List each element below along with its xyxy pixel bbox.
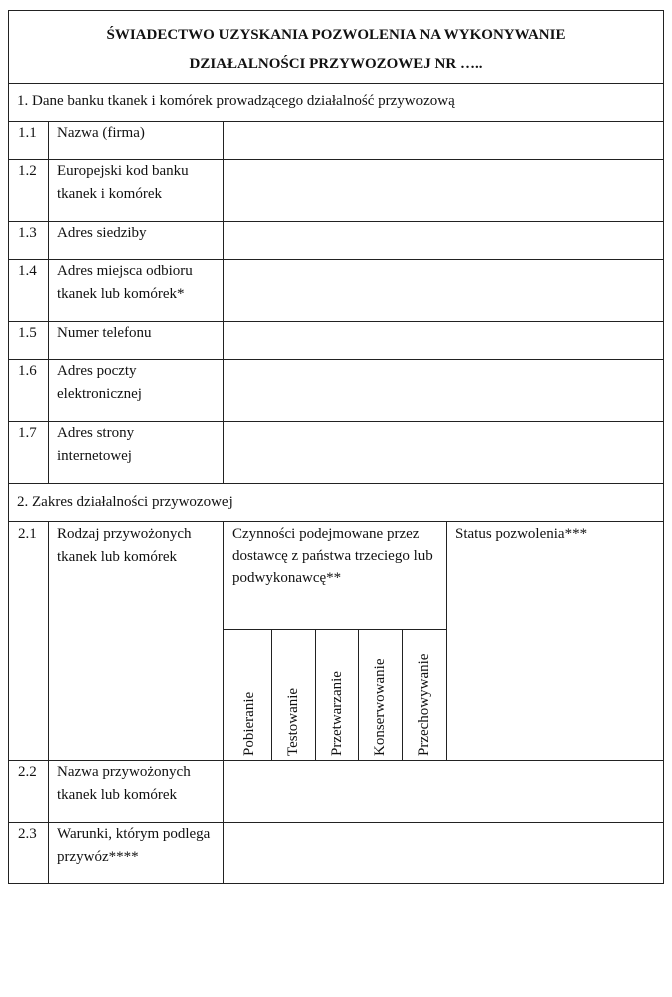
certificate-form [8,10,664,884]
column-divider [48,521,49,884]
row-number: 1.3 [18,225,37,241]
divider [224,629,447,630]
row-label: Numer telefonu [57,325,152,341]
column-divider [446,521,447,760]
activity-label: Testowanie [285,687,301,756]
row-label: Warunki, którym podlega przywóz**** [57,826,211,865]
row-label: Adres miejsca odbioru tkanek lub komórek* [57,263,193,302]
row-number: 2.3 [18,826,37,842]
activity-label: Pobieranie [241,691,257,756]
divider [9,483,663,484]
column-divider [315,629,316,760]
row-number: 1.5 [18,325,37,341]
row-label: Rodzaj przywożonych tkanek lub komórek [57,526,192,565]
row-number: 1.2 [18,163,37,179]
row-number: 2.2 [18,764,37,780]
row-label: Nazwa (firma) [57,125,145,141]
column-divider [48,121,49,483]
row-number: 1.6 [18,363,37,379]
section-2-heading: 2. Zakres działalności przywozowej [17,494,233,510]
column-divider [223,521,224,884]
activity-label: Przechowywanie [416,653,432,756]
status-header: Status pozwolenia*** [455,526,588,542]
row-number: 2.1 [18,526,37,542]
title-line-2: DZIAŁALNOŚCI PRZYWOZOWEJ NR ….. [189,56,483,72]
row-label: Adres strony internetowej [57,425,135,464]
activity-label: Przetwarzanie [329,671,345,756]
divider [9,83,663,84]
row-number: 1.7 [18,425,37,441]
document-title [9,21,663,79]
row-label: Europejski kod banku tkanek i komórek [57,163,189,202]
column-divider [271,629,272,760]
column-divider [402,629,403,760]
activity-label: Konserwowanie [372,658,388,756]
activities-header: Czynności podejmowane przez dostawcę z państwa trzeciego lub podwykonawcę** [232,526,433,586]
divider [9,521,663,522]
column-divider [223,121,224,483]
column-divider [358,629,359,760]
row-number: 1.4 [18,263,37,279]
row-number: 1.1 [18,125,37,141]
row-label: Nazwa przywożonych tkanek lub komórek [57,764,191,803]
row-label: Adres siedziby [57,225,147,241]
section-1-heading: 1. Dane banku tkanek i komórek prowadzącego działalność przywozową [17,93,455,109]
title-line-1: ŚWIADECTWO UZYSKANIA POZWOLENIA NA WYKONYWANIE [106,27,566,43]
row-label: Adres poczty elektronicznej [57,363,142,402]
